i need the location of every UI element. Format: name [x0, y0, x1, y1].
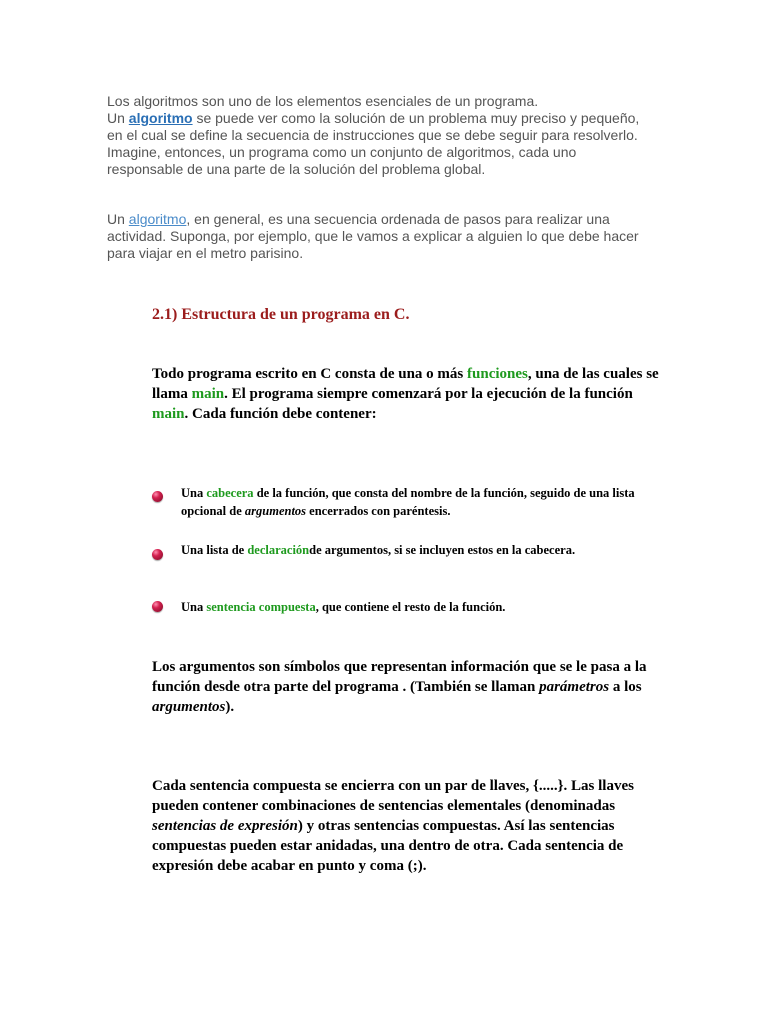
intro-line-1: Los algoritmos son uno de los elementos esenciales de un programa. [107, 93, 539, 109]
intro-text: Un [107, 110, 129, 126]
text: ) y otras sentencias compuestas. Así las sentencias compuestas pueden estar anidadas, una dentro de otra. Cada sentencia de expresión debe acabar en punto y coma (;). [152, 818, 624, 874]
keyword-main: main [152, 406, 185, 422]
algoritmo-link-1[interactable]: algoritmo [128, 110, 193, 126]
text: Una lista de [181, 543, 248, 557]
intro-paragraph-2 [107, 211, 652, 262]
text: Una [181, 600, 207, 614]
list-item-text [181, 598, 661, 616]
keyword-funciones: funciones [467, 366, 528, 382]
text: Los argumentos son símbolos que representan información que se le pasa a la función desde otra parte del programa . (También se llaman [152, 659, 647, 695]
text: , que contiene el resto de la función. [315, 600, 506, 614]
emphasis: argumentos [244, 504, 307, 518]
section-heading: 2.1) Estructura de un programa en C. [152, 306, 410, 323]
text: . El programa siempre comenzará por la ejecución de la función [224, 386, 633, 402]
intro-paragraph-1 [107, 93, 652, 178]
bullet-icon [152, 549, 163, 560]
text: encerrados con paréntesis. [306, 504, 451, 518]
text: Cada sentencia compuesta se encierra con un par de llaves, {.....}. Las llaves pueden contener combinaciones de sentencias elementales (denominadas [152, 778, 634, 814]
text: a los [609, 679, 642, 695]
intro-text: , en general, es una secuencia ordenada de pasos para realizar una actividad. Suponga, por ejemplo, que le vamos a explicar a alguien lo que debe hacer para viajar en el metro parisino. [107, 211, 639, 261]
text: , una de las cuales se llama [152, 366, 659, 402]
compound-statement-paragraph [152, 776, 662, 876]
list-item-text [181, 541, 661, 559]
bullet-icon [152, 491, 163, 502]
emphasis: parámetros [539, 679, 610, 695]
emphasis: argumentos [152, 699, 226, 715]
keyword-declaracion: declaración [247, 543, 310, 557]
text: de argumentos, si se incluyen estos en la cabecera. [309, 543, 576, 557]
text: . Cada función debe contener: [184, 406, 377, 422]
intro-text: se puede ver como la solución de un problema muy preciso y pequeño, en el cual se define la secuencia de instrucciones que se debe seguir para resolverlo. Imagine, entonces, un programa como un conjunto de algoritmos, cada uno responsable de una parte de la solución del problema global. [107, 110, 640, 177]
list-item-text [181, 484, 661, 520]
intro-text: Un [107, 211, 129, 227]
functions-paragraph [152, 364, 662, 424]
text: ). [225, 699, 235, 715]
keyword-cabecera: cabecera [206, 486, 254, 500]
keyword-main: main [191, 386, 225, 402]
algoritmo-link-2[interactable]: algoritmo [128, 211, 187, 227]
text: de la función, que consta del nombre de la función, seguido de una lista opcional de [181, 486, 635, 518]
bullet-icon [152, 601, 163, 612]
emphasis: sentencias de expresión [152, 818, 298, 834]
text: Todo programa escrito en C consta de una o más [152, 366, 468, 382]
text: Una [181, 486, 207, 500]
keyword-sentencia-compuesta: sentencia compuesta [206, 600, 316, 614]
arguments-paragraph [152, 657, 662, 717]
